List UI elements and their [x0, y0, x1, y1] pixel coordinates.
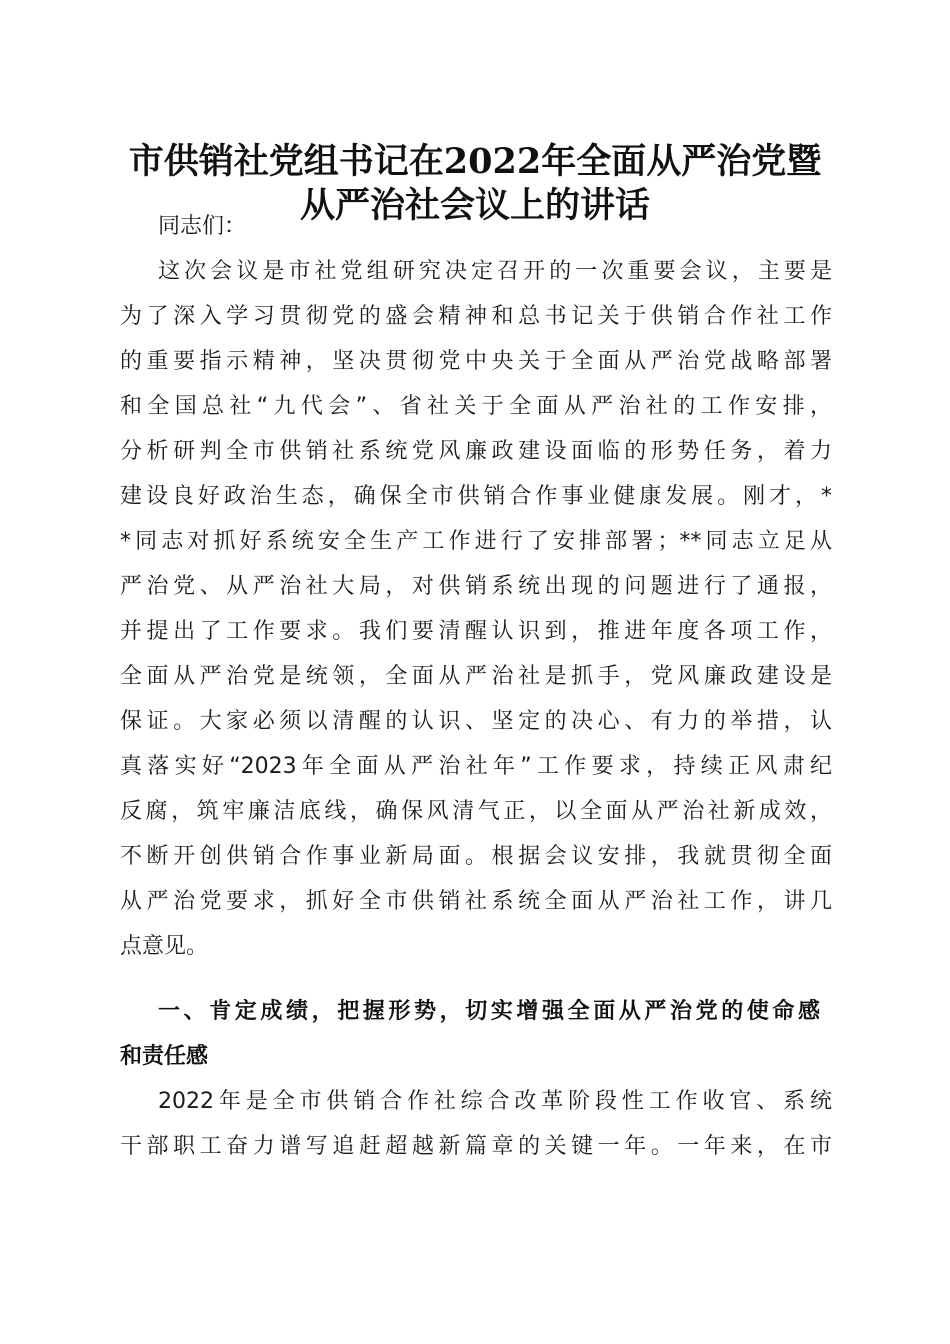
document-title-line-1: 市供销社党组书记在2022年全面从严治党暨: [128, 141, 822, 182]
paragraph-line: 2022年是全市供销合作社综合改革阶段性工作收官、系统: [158, 1089, 832, 1114]
paragraph-line: 反腐，筑牢廉洁底线，确保风清气正，以全面从严治社新成效，: [120, 799, 832, 824]
paragraph-line: 和全国总社“九代会”、省社关于全面从严治社的工作安排，: [120, 394, 832, 419]
paragraph-line: 全面从严治党是统领，全面从严治社是抓手，党风廉政建设是: [120, 664, 832, 689]
paragraph-line: 干部职工奋力谱写追赶超越新篇章的关键一年。一年来，在市: [120, 1134, 832, 1159]
paragraph-line: 为了深入学习贯彻党的盛会精神和总书记关于供销合作社工作: [120, 304, 832, 329]
paragraph-line: 不断开创供销合作事业新局面。根据会议安排，我就贯彻全面: [120, 844, 832, 869]
paragraph-line: 点意见。: [120, 934, 209, 959]
paragraph-line: 建设良好政治生态，确保全市供销合作事业健康发展。刚才，*: [120, 484, 832, 509]
paragraph-line: 并提出了工作要求。我们要清醒认识到，推进年度各项工作，: [120, 619, 832, 644]
paragraph-line: *同志对抓好系统安全生产工作进行了安排部署；**同志立足从: [120, 529, 832, 554]
paragraph-line: 的重要指示精神，坚决贯彻党中央关于全面从严治党战略部署: [120, 349, 832, 374]
section-1-heading-line-1: 一、肯定成绩，把握形势，切实增强全面从严治党的使命感: [158, 999, 820, 1024]
paragraph-line: 这次会议是市社党组研究决定召开的一次重要会议，主要是: [158, 259, 832, 284]
salutation: 同志们：: [158, 214, 247, 239]
paragraph-line: 从严治党要求，抓好全市供销社系统全面从严治社工作，讲几: [120, 889, 832, 914]
paragraph-line: 严治党、从严治社大局，对供销系统出现的问题进行了通报，: [120, 574, 832, 599]
document-title-line-2: 从严治社会议上的讲话: [299, 185, 650, 226]
paragraph-line: 真落实好“2023年全面从严治社年”工作要求，持续正风肃纪: [120, 754, 832, 779]
paragraph-line: 分析研判全市供销社系统党风廉政建设面临的形势任务，着力: [120, 439, 832, 464]
paragraph-line: 保证。大家必须以清醒的认识、坚定的决心、有力的举措，认: [120, 709, 832, 734]
section-1-heading-line-2: 和责任感: [120, 1044, 209, 1069]
